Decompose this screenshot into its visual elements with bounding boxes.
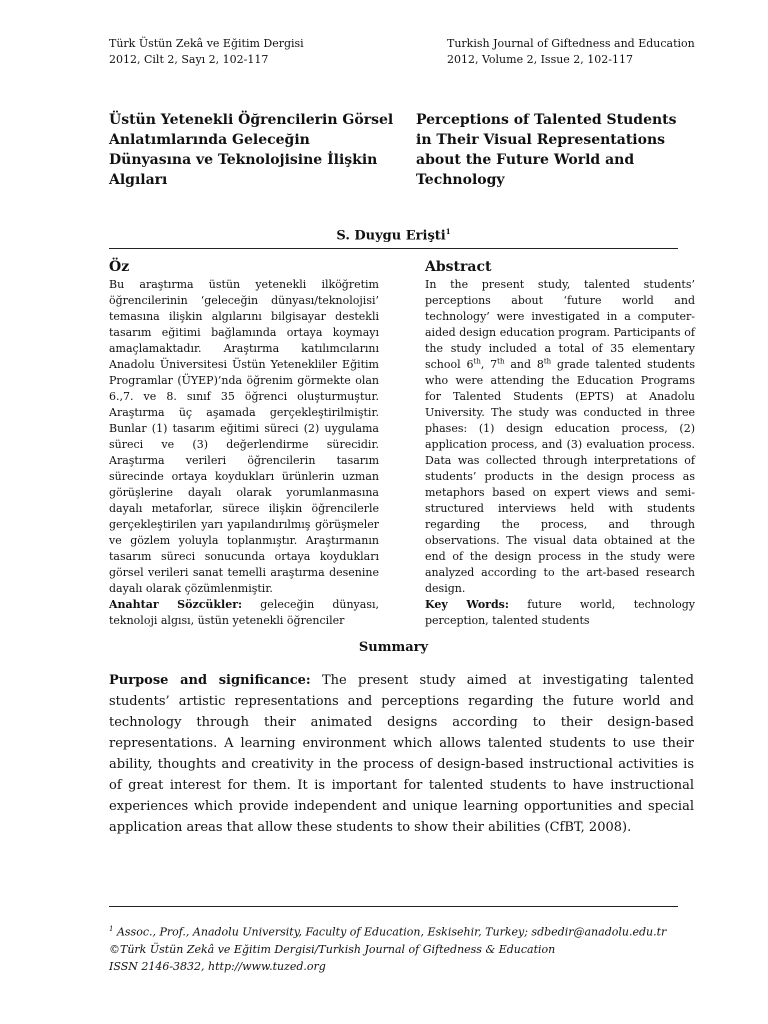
- abstract-sup-3: th: [543, 357, 552, 366]
- oz-heading: Öz: [109, 259, 130, 275]
- footnote-affiliation-text: Assoc., Prof., Anadolu University, Faculty of Education, Eskisehir, Turkey; sdbedir@anadolu.edu.tr: [116, 925, 667, 939]
- abstract-text-3: and 8: [504, 358, 544, 371]
- abstract-sup-2: th: [497, 357, 505, 366]
- abstract-text-1: In the present study, talented students’ perceptions about ‘future world and technology’ were investigated in a computer-aided design education program. Participants of the study included a total of 35 elementary school 6: [425, 278, 695, 371]
- title-turkish: Üstün Yetenekli Öğrencilerin Görsel Anlatımlarında Geleceğin Dünyasına ve Teknolojisine İlişkin Algıları: [109, 112, 394, 188]
- oz-body: [109, 277, 379, 629]
- journal-header-english: [447, 36, 695, 68]
- header-divider: [109, 248, 678, 249]
- summary-heading: Summary: [358, 640, 429, 655]
- oz-keywords-label: Anahtar Sözcükler:: [109, 598, 243, 611]
- abstract-body: [425, 277, 695, 629]
- summary-lead: Purpose and significance:: [109, 673, 311, 688]
- header-journal-name-en: Turkish Journal of Giftedness and Education: [447, 37, 695, 50]
- header-issue-tr: 2012, Cilt 2, Sayı 2, 102-117: [109, 53, 269, 66]
- footnote-block: [109, 921, 689, 975]
- footnote-affiliation: [109, 921, 689, 941]
- abstract-keywords: future world, technology perception, talented students: [425, 598, 695, 627]
- footnote-divider: [109, 906, 678, 907]
- title-english: Perceptions of Talented Students in Their Visual Representations about the Future World and Technology: [416, 112, 677, 188]
- journal-header-turkish: [109, 36, 304, 68]
- summary-text: The present study aimed at investigating talented students’ artistic representations and perceptions regarding the future world and technology through their animated designs according to their design-based representations. A learning environment which allows talented students to use their ability, thoughts and creativity in the process of design-based instructional activities is of great interest for them. It is important for talented students to have instructional experiences which provide independent and unique learning opportunities and special application areas that allow these students to show their abilities (CfBT, 2008).: [109, 673, 694, 835]
- author-footnote-mark: 1: [445, 227, 451, 236]
- abstract-heading: Abstract: [425, 259, 492, 275]
- summary-body: [109, 670, 694, 838]
- header-journal-name-tr: Türk Üstün Zekâ ve Eğitim Dergisi: [109, 37, 304, 50]
- author-name: S. Duygu Erişti: [336, 228, 446, 244]
- footnote-issn: ISSN 2146-3832, http://www.tuzed.org: [109, 959, 326, 973]
- abstract-text-4: grade talented students who were attending the Education Programs for Talented Students (EPTS) at Anadolu University. The study was conducted in three phases: (1) design education process, (2) application process, and (3) evaluation process. Data was collected through interpretations of students’ products in the design process as metaphors based on expert views and semi-structured interviews held with students regarding the process, and through observations. The visual data obtained at the end of the design process in the study were analyzed according to the art-based research design.: [425, 358, 696, 595]
- header-issue-en: 2012, Volume 2, Issue 2, 102-117: [447, 53, 634, 66]
- abstract-keywords-label: Key Words:: [425, 598, 509, 611]
- footnote-mark: 1: [109, 925, 114, 933]
- oz-text: Bu araştırma üstün yetenekli ilköğretim öğrencilerinin ‘geleceğin dünyası/teknolojisi’ temasına ilişkin algılarını bilgisayar destekli tasarım eğitimi bağlamında ortaya koymayı amaçlamaktadır. Araştırma katılımcılarını Anadolu Üniversitesi Üstün Yetenekliler Eğitim Programlar (ÜYEP)’nda öğrenim görmekte olan 6.,7. ve 8. sınıf 35 öğrenci oluşturmuştur. Araştırma üç aşamada gerçekleştirilmiştir. Bunlar (1) tasarım eğitimi süreci (2) uygulama süreci ve (3) değerlendirme sürecidir. Araştırma verileri öğrencilerin tasarım sürecinde ortaya koydukları ürünlerin uzman görüşlerine dayalı olarak yorumlanmasına dayalı metaforlar, sürece ilişkin öğrencilerle gerçekleştirilen yarı yapılandırılmış görüşmeler ve gözlem yoluyla toplanmıştır. Araştırmanın tasarım süreci sonucunda ortaya koydukları görsel verileri sanat temelli araştırma desenine dayalı olarak çözümlenmiştir.: [109, 278, 379, 595]
- oz-keywords: geleceğin dünyası, teknoloji algısı, üstün yetenekli öğrenciler: [109, 598, 379, 627]
- author-line: [109, 223, 678, 245]
- footnote-copyright: ©Türk Üstün Zekâ ve Eğitim Dergisi/Turkish Journal of Giftedness & Education: [109, 942, 556, 956]
- abstract-text-2: , 7: [480, 358, 498, 371]
- abstract-sup-1: th: [473, 357, 481, 366]
